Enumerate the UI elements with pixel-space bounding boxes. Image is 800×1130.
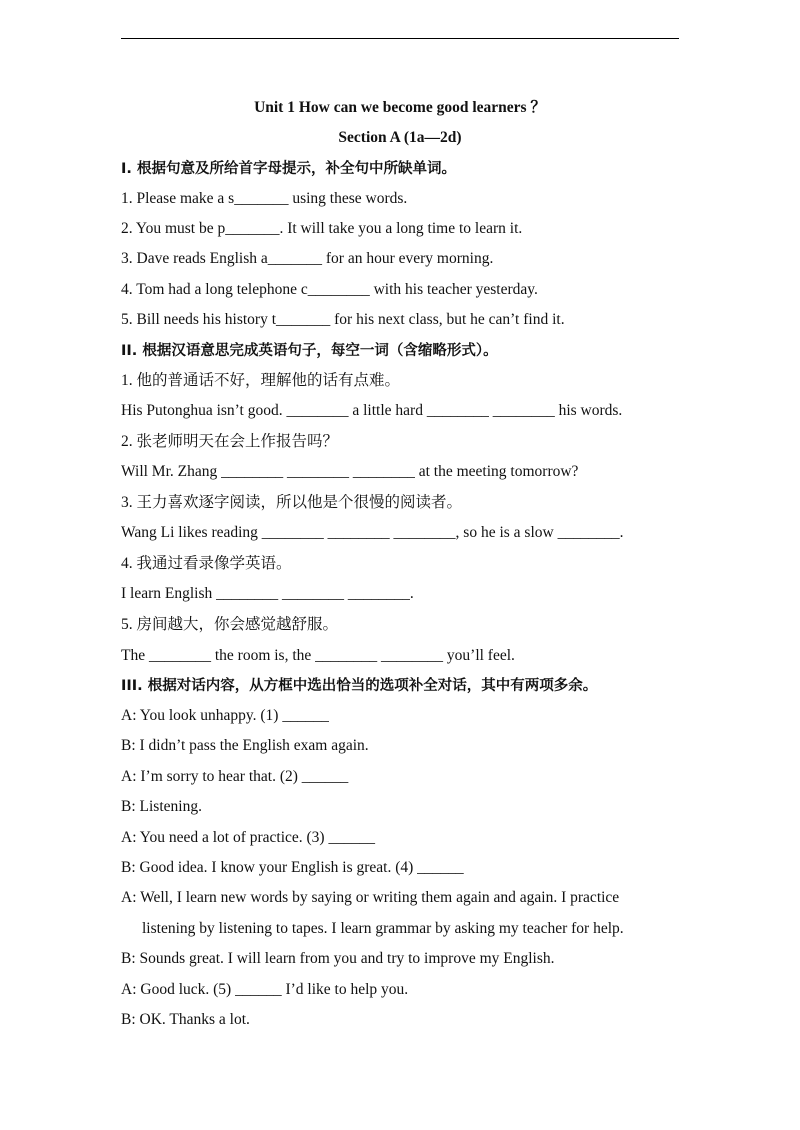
question-line: Will Mr. Zhang ________ ________ ________ at the meeting tomorrow?	[121, 463, 579, 480]
doc-subtitle: Section A (1a—2d)	[338, 129, 462, 146]
dialogue-line: B: OK. Thanks a lot.	[121, 1011, 250, 1028]
question-line: 1. 他的普通话不好，理解他的话有点难。	[121, 372, 401, 389]
dialogue-line: B: Sounds great. I will learn from you and try to improve my English.	[121, 950, 555, 967]
dialogue-line: B: Listening.	[121, 798, 202, 815]
question-line: 1. Please make a s_______ using these words.	[121, 190, 408, 207]
question-line: 4. 我通过看录像学英语。	[121, 555, 292, 572]
header-rule	[121, 38, 679, 39]
question-line: 2. 张老师明天在会上作报告吗？	[121, 433, 339, 450]
dialogue-line: A: I’m sorry to hear that. (2) ______	[121, 768, 349, 785]
question-line: 4. Tom had a long telephone c________ with his teacher yesterday.	[121, 281, 538, 298]
question-line: 2. You must be p_______. It will take you a long time to learn it.	[121, 220, 523, 237]
question-line: 5. Bill needs his history t_______ for his next class, but he can’t find it.	[121, 311, 565, 328]
question-line: The ________ the room is, the ________ ________ you’ll feel.	[121, 647, 515, 664]
dialogue-line: A: You look unhappy. (1) ______	[121, 707, 329, 724]
question-line: 3. 王力喜欢逐字阅读，所以他是个很慢的阅读者。	[121, 494, 463, 511]
dialogue-line: B: Good idea. I know your English is great. (4) ______	[121, 859, 464, 876]
section-heading: I. 根据句意及所给首字母提示，补全句中所缺单词。	[121, 161, 456, 177]
question-line: 5. 房间越大，你会感觉越舒服。	[121, 616, 339, 633]
question-line: His Putonghua isn’t good. ________ a little hard ________ ________ his words.	[121, 402, 623, 419]
dialogue-line: A: You need a lot of practice. (3) ______	[121, 829, 375, 846]
question-line: Wang Li likes reading ________ ________ ________, so he is a slow ________.	[121, 524, 624, 541]
dialogue-line: listening by listening to tapes. I learn grammar by asking my teacher for help.	[142, 920, 624, 937]
doc-title: Unit 1 How can we become good learners ？	[254, 99, 546, 116]
section-heading: II. 根据汉语意思完成英语句子，每空一词（含缩略形式）。	[121, 343, 498, 359]
dialogue-line: A: Good luck. (5) ______ I’d like to help you.	[121, 981, 409, 998]
question-line: 3. Dave reads English a_______ for an hour every morning.	[121, 250, 494, 267]
dialogue-line: A: Well, I learn new words by saying or writing them again and again. I practice	[121, 889, 620, 906]
section-heading: III. 根据对话内容，从方框中选出恰当的选项补全对话，其中有两项多余。	[121, 678, 598, 694]
question-line: I learn English ________ ________ ________.	[121, 585, 414, 602]
dialogue-line: B: I didn’t pass the English exam again.	[121, 737, 369, 754]
